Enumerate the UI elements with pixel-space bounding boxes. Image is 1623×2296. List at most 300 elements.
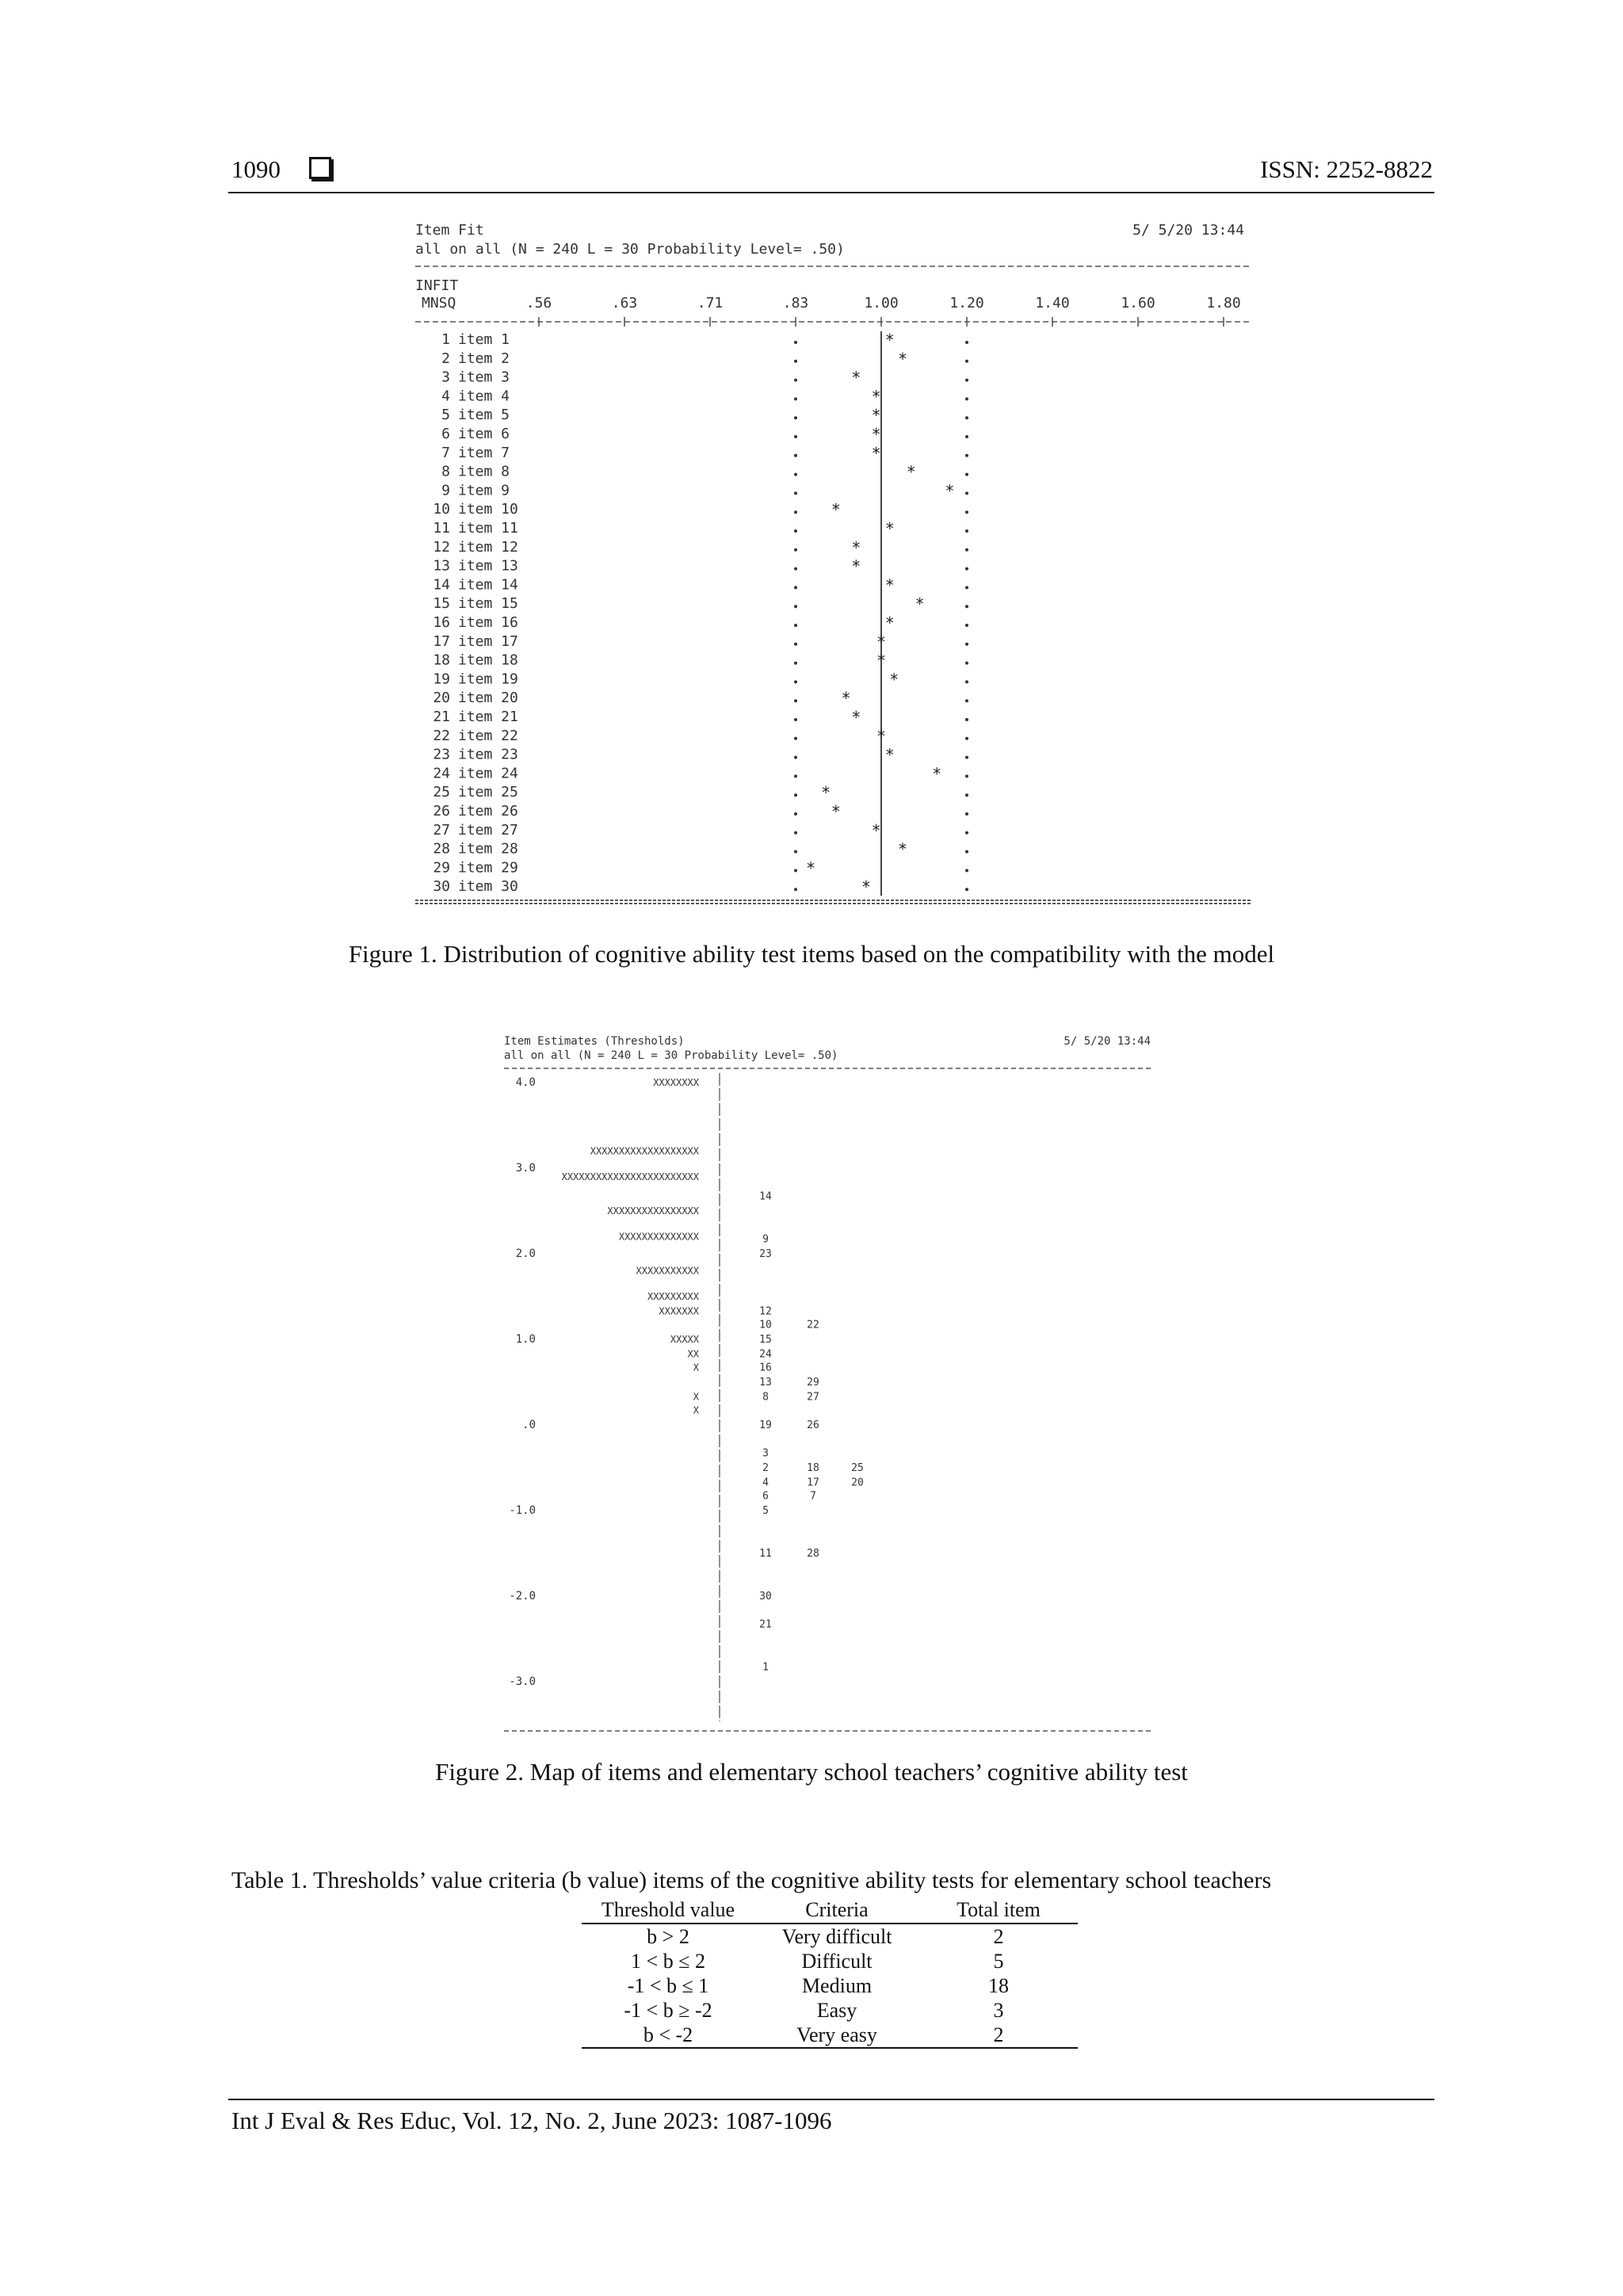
fig1-fit-point: * bbox=[861, 877, 871, 897]
issn: ISSN: 2252-8822 bbox=[1260, 155, 1433, 183]
fig1-upper-bound-dot bbox=[965, 831, 968, 835]
fig1-item-row bbox=[433, 519, 968, 538]
fig2-item-label: 1 bbox=[762, 1661, 769, 1674]
fig1-item-label: item 30 bbox=[458, 878, 518, 896]
fig1-fit-point: * bbox=[889, 670, 899, 690]
fig1-upper-bound-dot bbox=[965, 680, 968, 683]
fig1-fit-point: * bbox=[841, 689, 851, 709]
fig2-item-label: 22 bbox=[807, 1319, 819, 1331]
fig1-upper-bound-dot bbox=[965, 341, 968, 344]
fig1-item-number: 25 bbox=[433, 784, 450, 801]
fig1-lower-bound-dot bbox=[794, 529, 797, 533]
fig2-item-label: 13 bbox=[759, 1377, 772, 1389]
fig2-person-marks: X bbox=[693, 1404, 699, 1416]
fig1-item-row bbox=[433, 651, 968, 670]
fig2-y-tick-label: 1.0 bbox=[515, 1333, 536, 1346]
fig2-item-label: 11 bbox=[759, 1548, 772, 1560]
fig1-lower-bound-dot bbox=[794, 662, 797, 665]
fig1-item-label: item 27 bbox=[458, 821, 518, 839]
fig2-person-marks: XXXXXXXXXXXXXXXXXXXXXXXX bbox=[561, 1171, 699, 1182]
fig1-item-label: item 17 bbox=[458, 632, 518, 650]
fig1-item-label: item 13 bbox=[458, 557, 518, 575]
fig1-item-row bbox=[441, 444, 968, 463]
fig1-item-number: 12 bbox=[433, 538, 450, 556]
fig1-x-tick-label: 1.40 bbox=[1035, 295, 1070, 311]
fig1-lower-bound-dot bbox=[794, 510, 797, 514]
fig1-item-row bbox=[441, 350, 968, 369]
figure-1-caption: Figure 1. Distribution of cognitive ability test items based on the compatibility with the model bbox=[348, 940, 1275, 968]
figure-2-wright-map bbox=[504, 1033, 1159, 1739]
fig1-lower-bound-dot bbox=[794, 397, 797, 400]
fig1-item-label: item 2 bbox=[458, 350, 510, 367]
fig1-item-number: 18 bbox=[433, 651, 450, 669]
fig2-item-label: 6 bbox=[762, 1490, 769, 1503]
fig2-y-tick-label: .0 bbox=[522, 1419, 536, 1431]
fig2-item-row bbox=[762, 1234, 769, 1246]
fig2-y-tick-label: -3.0 bbox=[509, 1675, 536, 1688]
fig1-fit-point: * bbox=[906, 462, 916, 482]
fig2-item-label: 3 bbox=[762, 1447, 769, 1460]
fig1-lower-bound-dot bbox=[794, 360, 797, 363]
fig1-stat-label-2: MNSQ bbox=[422, 295, 456, 311]
table-1 bbox=[582, 1897, 1078, 2049]
fig1-fit-point: * bbox=[806, 858, 816, 878]
fig1-fit-point: * bbox=[897, 349, 908, 369]
fig1-item-row bbox=[433, 689, 968, 708]
table-cell: 3 bbox=[993, 1999, 1004, 2022]
fig1-fit-point: * bbox=[871, 406, 881, 426]
fig1-fit-point: * bbox=[876, 726, 887, 746]
fig1-item-label: item 20 bbox=[458, 690, 518, 707]
fig1-item-row bbox=[433, 802, 968, 821]
fig1-lower-bound-dot bbox=[794, 718, 797, 721]
fig1-item-label: item 23 bbox=[458, 746, 518, 763]
fig1-timestamp: 5/ 5/20 13:44 bbox=[1132, 222, 1244, 239]
fig1-fit-point: * bbox=[871, 425, 881, 444]
fig2-item-row bbox=[759, 1362, 772, 1374]
fig1-fit-point: * bbox=[884, 745, 895, 765]
fig1-lower-bound-dot bbox=[794, 737, 797, 740]
fig1-item-row bbox=[441, 406, 968, 425]
fig2-item-label: 28 bbox=[807, 1548, 819, 1560]
fig2-y-tick-label: -1.0 bbox=[509, 1504, 536, 1517]
fig1-lower-bound-dot bbox=[794, 888, 797, 891]
table-cell: b > 2 bbox=[647, 1925, 689, 1948]
fig2-item-label: 23 bbox=[759, 1248, 772, 1260]
fig1-upper-bound-dot bbox=[965, 774, 968, 777]
fig2-person-marks: XXXXXXX bbox=[659, 1305, 699, 1317]
square-bullet-icon bbox=[309, 157, 331, 179]
fig2-item-row bbox=[762, 1391, 819, 1403]
fig1-item-label: item 26 bbox=[458, 803, 518, 819]
fig1-item-number: 15 bbox=[433, 595, 450, 613]
fig1-lower-bound-dot bbox=[794, 341, 797, 344]
fig1-upper-bound-dot bbox=[965, 454, 968, 457]
fig1-lower-bound-dot bbox=[794, 774, 797, 777]
fig2-item-row bbox=[762, 1462, 864, 1474]
fig1-fit-point: * bbox=[831, 500, 841, 520]
fig1-item-number: 3 bbox=[441, 369, 450, 386]
fig1-item-row bbox=[441, 369, 968, 388]
fig2-item-label: 17 bbox=[807, 1477, 819, 1489]
fig2-person-marks: XXXXX bbox=[670, 1334, 699, 1345]
fig1-upper-bound-dot bbox=[965, 605, 968, 608]
fig2-item-label: 5 bbox=[762, 1505, 769, 1517]
fig2-item-row bbox=[759, 1591, 772, 1603]
fig1-lower-bound-dot bbox=[794, 586, 797, 589]
fig1-upper-bound-dot bbox=[965, 624, 968, 627]
fig1-fit-point: * bbox=[945, 481, 955, 501]
footer-rule bbox=[228, 2099, 1434, 2100]
fig1-fit-point: * bbox=[851, 537, 861, 557]
fig1-upper-bound-dot bbox=[965, 850, 968, 854]
fig1-upper-bound-dot bbox=[965, 435, 968, 438]
fig1-fit-point: * bbox=[851, 556, 861, 576]
fig1-upper-bound-dot bbox=[965, 718, 968, 721]
fig2-person-marks: XXXXXXXXX bbox=[647, 1291, 699, 1302]
fig2-person-marks: XXXXXXXXXXXXXXXX bbox=[607, 1205, 699, 1217]
fig2-item-row bbox=[759, 1191, 772, 1203]
fig1-fit-point: * bbox=[851, 708, 861, 727]
fig1-item-row bbox=[433, 500, 968, 519]
fig1-item-label: item 9 bbox=[458, 482, 510, 499]
fig1-fit-point: * bbox=[884, 519, 895, 538]
fig1-item-label: item 25 bbox=[458, 784, 518, 801]
fig2-item-label: 24 bbox=[759, 1348, 772, 1361]
fig2-item-label: 10 bbox=[759, 1319, 772, 1331]
table-cell: 5 bbox=[993, 1950, 1004, 1973]
fig1-lower-bound-dot bbox=[794, 454, 797, 457]
fig1-upper-bound-dot bbox=[965, 812, 968, 816]
fig2-subtitle: all on all (N = 240 L = 30 Probability Level= .50) bbox=[504, 1049, 838, 1062]
fig1-item-row bbox=[441, 463, 968, 482]
fig2-item-label: 7 bbox=[810, 1490, 816, 1503]
fig2-person-marks: XXXXXXXXXXXXXX bbox=[618, 1231, 699, 1243]
fig1-item-number: 14 bbox=[433, 576, 450, 594]
fig1-lower-bound-dot bbox=[794, 435, 797, 438]
fig1-upper-bound-dot bbox=[965, 586, 968, 589]
table-cell: Very difficult bbox=[781, 1925, 892, 1948]
figure-2-caption: Figure 2. Map of items and elementary school teachers’ cognitive ability test bbox=[435, 1758, 1188, 1786]
fig1-lower-bound-dot bbox=[794, 869, 797, 872]
fig2-item-label: 8 bbox=[762, 1391, 769, 1404]
table-cell: 2 bbox=[993, 1925, 1004, 1948]
fig1-lower-bound-dot bbox=[794, 379, 797, 382]
fig1-item-label: item 22 bbox=[458, 727, 518, 744]
fig1-item-number: 8 bbox=[441, 463, 450, 480]
fig1-item-row bbox=[433, 575, 968, 594]
fig1-item-number: 21 bbox=[433, 709, 450, 725]
fig1-item-label: item 12 bbox=[458, 538, 518, 556]
fig1-fit-point: * bbox=[915, 594, 925, 614]
fig1-item-number: 17 bbox=[433, 632, 450, 650]
fig2-item-row bbox=[759, 1320, 819, 1331]
fig1-fit-point: * bbox=[884, 575, 895, 595]
fig1-item-label: item 28 bbox=[458, 840, 518, 858]
fig1-fit-point: * bbox=[932, 764, 942, 784]
fig1-upper-bound-dot bbox=[965, 491, 968, 495]
fig1-x-tick-label: .83 bbox=[782, 295, 809, 311]
fig2-y-tick-label: 3.0 bbox=[515, 1162, 536, 1175]
fig1-item-row bbox=[441, 387, 968, 406]
fig1-item-number: 5 bbox=[441, 407, 450, 424]
fig1-item-number: 6 bbox=[441, 426, 450, 442]
fig2-item-row bbox=[759, 1377, 819, 1389]
fig1-upper-bound-dot bbox=[965, 888, 968, 891]
fig1-upper-bound-dot bbox=[965, 473, 968, 476]
fig1-fit-point: * bbox=[871, 820, 881, 840]
fig2-item-row bbox=[759, 1419, 819, 1431]
fig1-lower-bound-dot bbox=[794, 643, 797, 646]
fig1-item-label: item 4 bbox=[458, 388, 510, 405]
fig1-x-tick-label: 1.60 bbox=[1121, 295, 1155, 311]
fig1-fit-point: * bbox=[851, 368, 861, 388]
fig1-lower-bound-dot bbox=[794, 831, 797, 835]
fig1-lower-bound-dot bbox=[794, 491, 797, 495]
fig2-item-label: 27 bbox=[807, 1391, 819, 1404]
fig1-fit-point: * bbox=[884, 330, 895, 350]
fig2-item-label: 16 bbox=[759, 1362, 772, 1374]
fig1-upper-bound-dot bbox=[965, 548, 968, 552]
fig1-item-number: 11 bbox=[433, 520, 450, 537]
fig1-item-number: 9 bbox=[441, 482, 450, 499]
table-row bbox=[582, 1998, 1078, 2023]
fig2-item-label: 21 bbox=[759, 1618, 772, 1631]
fig1-item-row bbox=[433, 613, 968, 632]
fig2-person-marks: X bbox=[693, 1362, 699, 1373]
fig1-fit-point: * bbox=[876, 651, 887, 670]
fig1-upper-bound-dot bbox=[965, 737, 968, 740]
fig1-upper-bound-dot bbox=[965, 793, 968, 797]
fig1-fit-point: * bbox=[871, 443, 881, 463]
fig1-upper-bound-dot bbox=[965, 360, 968, 363]
fig1-upper-bound-dot bbox=[965, 662, 968, 665]
fig2-person-marks: X bbox=[693, 1391, 699, 1403]
fig2-item-label: 4 bbox=[762, 1477, 769, 1489]
fig1-item-label: item 10 bbox=[458, 501, 518, 518]
table-cell: Medium bbox=[801, 1974, 873, 1997]
fig1-item-number: 16 bbox=[433, 614, 450, 631]
fig1-upper-bound-dot bbox=[965, 510, 968, 514]
fig1-item-number: 23 bbox=[433, 746, 450, 763]
fig1-fit-point: * bbox=[884, 613, 895, 632]
fig1-x-tick-label: 1.00 bbox=[864, 295, 899, 311]
fig1-upper-bound-dot bbox=[965, 869, 968, 872]
fig1-fit-point: * bbox=[871, 387, 881, 407]
fig1-stat-label-1: INFIT bbox=[415, 277, 459, 294]
fig1-item-label: item 19 bbox=[458, 670, 518, 688]
fig1-upper-bound-dot bbox=[965, 416, 968, 419]
table-row bbox=[582, 1973, 1078, 1998]
fig1-item-row bbox=[433, 708, 968, 727]
fig1-item-label: item 3 bbox=[458, 369, 510, 386]
table-cell: b < -2 bbox=[582, 2023, 754, 2048]
fig1-item-label: item 14 bbox=[458, 576, 518, 594]
fig1-lower-bound-dot bbox=[794, 812, 797, 816]
table-cell: -1 < b ≤ 1 bbox=[627, 1974, 709, 1997]
fig1-fit-point: * bbox=[876, 632, 887, 651]
fig1-item-row bbox=[433, 670, 968, 689]
fig1-item-number: 26 bbox=[433, 803, 450, 819]
fig2-y-tick-label: 4.0 bbox=[515, 1076, 536, 1089]
fig1-item-row bbox=[433, 821, 968, 840]
fig2-item-label: 18 bbox=[807, 1462, 819, 1474]
fig2-person-marks: XXXXXXXXXXX bbox=[636, 1265, 699, 1277]
fig1-lower-bound-dot bbox=[794, 699, 797, 702]
fig2-item-label: 12 bbox=[759, 1305, 772, 1318]
fig2-item-label: 26 bbox=[807, 1419, 819, 1431]
fig2-item-row bbox=[759, 1305, 772, 1317]
fig1-lower-bound-dot bbox=[794, 756, 797, 759]
fig1-x-tick-label: .56 bbox=[525, 295, 552, 311]
fig1-item-row bbox=[433, 727, 968, 746]
fig1-item-row bbox=[433, 746, 968, 765]
table-header-total: Total item bbox=[919, 1897, 1078, 1924]
footer-citation: Int J Eval & Res Educ, Vol. 12, No. 2, June 2023: 1087-1096 bbox=[231, 2107, 832, 2134]
header-rule bbox=[228, 192, 1434, 193]
fig1-item-row bbox=[433, 783, 968, 802]
fig1-item-number: 22 bbox=[433, 727, 450, 744]
fig1-item-row bbox=[433, 594, 968, 613]
fig2-item-label: 30 bbox=[759, 1591, 772, 1603]
fig2-item-row bbox=[759, 1548, 819, 1560]
fig2-item-label: 29 bbox=[807, 1377, 819, 1389]
fig2-item-row bbox=[762, 1505, 769, 1517]
fig1-item-row bbox=[433, 632, 968, 651]
table-cell: Easy bbox=[816, 1999, 857, 2022]
fig1-lower-bound-dot bbox=[794, 548, 797, 552]
fig1-item-number: 27 bbox=[433, 821, 450, 839]
table-header-threshold: Threshold value bbox=[582, 1897, 754, 1924]
fig2-item-row bbox=[762, 1448, 769, 1460]
fig1-item-number: 10 bbox=[433, 501, 450, 518]
fig2-timestamp: 5/ 5/20 13:44 bbox=[1064, 1035, 1151, 1048]
fig1-upper-bound-dot bbox=[965, 567, 968, 571]
fig1-item-label: item 29 bbox=[458, 859, 518, 877]
fig1-item-label: item 8 bbox=[458, 463, 510, 480]
fig1-item-label: item 6 bbox=[458, 426, 510, 442]
fig1-x-tick-label: 1.20 bbox=[949, 295, 984, 311]
fig1-title: Item Fit bbox=[415, 222, 484, 239]
fig1-fit-point: * bbox=[821, 783, 831, 803]
page-number: 1090 bbox=[231, 155, 331, 184]
fig2-y-tick-label: 2.0 bbox=[515, 1247, 536, 1260]
fig2-person-marks: XX bbox=[687, 1348, 699, 1360]
fig1-upper-bound-dot bbox=[965, 756, 968, 759]
fig2-item-row bbox=[762, 1662, 769, 1674]
fig2-item-row bbox=[759, 1334, 772, 1346]
fig1-lower-bound-dot bbox=[794, 605, 797, 608]
fig1-upper-bound-dot bbox=[965, 529, 968, 533]
fig1-item-row bbox=[433, 557, 968, 576]
fig1-item-row bbox=[433, 538, 968, 557]
fig2-item-row bbox=[762, 1477, 864, 1488]
fig1-item-row bbox=[433, 877, 968, 896]
fig1-item-label: item 24 bbox=[458, 765, 518, 782]
table-cell: Very easy bbox=[754, 2023, 919, 2048]
fig2-item-label: 2 bbox=[762, 1462, 769, 1474]
fig1-item-row bbox=[433, 858, 968, 877]
fig1-fit-point: * bbox=[897, 839, 908, 859]
fig1-item-number: 1 bbox=[441, 331, 450, 348]
table-1-caption: Table 1. Thresholds’ value criteria (b value) items of the cognitive ability tests for elementary school teachers bbox=[231, 1867, 1272, 1893]
fig1-item-label: item 18 bbox=[458, 651, 518, 669]
fig1-item-row bbox=[433, 764, 968, 783]
table-row bbox=[582, 1924, 1078, 1949]
fig2-title: Item Estimates (Thresholds) bbox=[504, 1035, 685, 1048]
fig1-item-label: item 7 bbox=[458, 444, 510, 461]
fig1-item-number: 4 bbox=[441, 388, 450, 405]
fig1-item-row bbox=[441, 481, 968, 500]
fig2-person-marks: XXXXXXXXXXXXXXXXXXX bbox=[590, 1145, 699, 1157]
table-row bbox=[582, 1949, 1078, 1973]
fig1-item-label: item 1 bbox=[458, 331, 510, 348]
fig1-lower-bound-dot bbox=[794, 624, 797, 627]
fig1-lower-bound-dot bbox=[794, 680, 797, 683]
fig2-y-tick-label: -2.0 bbox=[509, 1590, 536, 1603]
fig1-lower-bound-dot bbox=[794, 416, 797, 419]
fig2-item-label: 15 bbox=[759, 1334, 772, 1346]
table-cell: -1 < b ≥ -2 bbox=[624, 1999, 712, 2022]
fig2-item-label: 25 bbox=[851, 1462, 864, 1474]
fig1-x-tick-label: .63 bbox=[611, 295, 638, 311]
fig1-fit-point: * bbox=[831, 802, 841, 821]
fig1-item-row bbox=[441, 330, 968, 350]
fig1-lower-bound-dot bbox=[794, 850, 797, 854]
table-row bbox=[582, 2023, 1078, 2048]
table-cell: 1 < b ≤ 2 bbox=[631, 1950, 705, 1973]
fig1-subtitle: all on all (N = 240 L = 30 Probability Level= .50) bbox=[415, 241, 845, 258]
fig1-item-number: 28 bbox=[433, 840, 450, 858]
fig2-item-label: 20 bbox=[851, 1477, 864, 1489]
fig1-item-number: 30 bbox=[433, 878, 450, 896]
table-cell: Difficult bbox=[801, 1950, 873, 1973]
fig1-item-label: item 5 bbox=[458, 407, 510, 424]
fig2-item-label: 14 bbox=[759, 1190, 772, 1203]
fig1-item-number: 2 bbox=[441, 350, 450, 367]
fig1-upper-bound-dot bbox=[965, 379, 968, 382]
fig2-item-row bbox=[762, 1491, 816, 1503]
fig1-upper-bound-dot bbox=[965, 643, 968, 646]
figure-1-item-fit-chart bbox=[415, 220, 1255, 905]
fig1-item-label: item 15 bbox=[458, 595, 518, 613]
fig1-item-label: item 16 bbox=[458, 614, 518, 631]
fig1-item-row bbox=[441, 425, 968, 444]
fig1-item-number: 13 bbox=[433, 557, 450, 575]
fig1-item-number: 19 bbox=[433, 670, 450, 688]
fig1-item-number: 7 bbox=[441, 444, 450, 461]
fig2-item-label: 19 bbox=[759, 1419, 772, 1431]
fig1-upper-bound-dot bbox=[965, 699, 968, 702]
fig1-item-label: item 11 bbox=[458, 520, 518, 537]
fig1-item-row bbox=[433, 840, 968, 859]
fig1-x-tick-label: .71 bbox=[697, 295, 724, 311]
fig1-item-number: 24 bbox=[433, 765, 450, 782]
table-header-criteria: Criteria bbox=[754, 1897, 919, 1924]
fig2-item-row bbox=[759, 1619, 772, 1631]
table-header-row bbox=[582, 1897, 1078, 1924]
fig1-lower-bound-dot bbox=[794, 793, 797, 797]
table-cell: 2 bbox=[919, 2023, 1078, 2048]
fig2-item-row bbox=[759, 1348, 772, 1360]
fig1-x-tick-label: 1.80 bbox=[1206, 295, 1241, 311]
fig1-item-number: 29 bbox=[433, 859, 450, 877]
fig2-item-row bbox=[759, 1248, 772, 1260]
fig2-item-label: 9 bbox=[762, 1233, 769, 1246]
fig2-person-marks: XXXXXXXX bbox=[653, 1077, 699, 1088]
fig1-item-number: 20 bbox=[433, 690, 450, 707]
fig1-item-label: item 21 bbox=[458, 709, 518, 725]
